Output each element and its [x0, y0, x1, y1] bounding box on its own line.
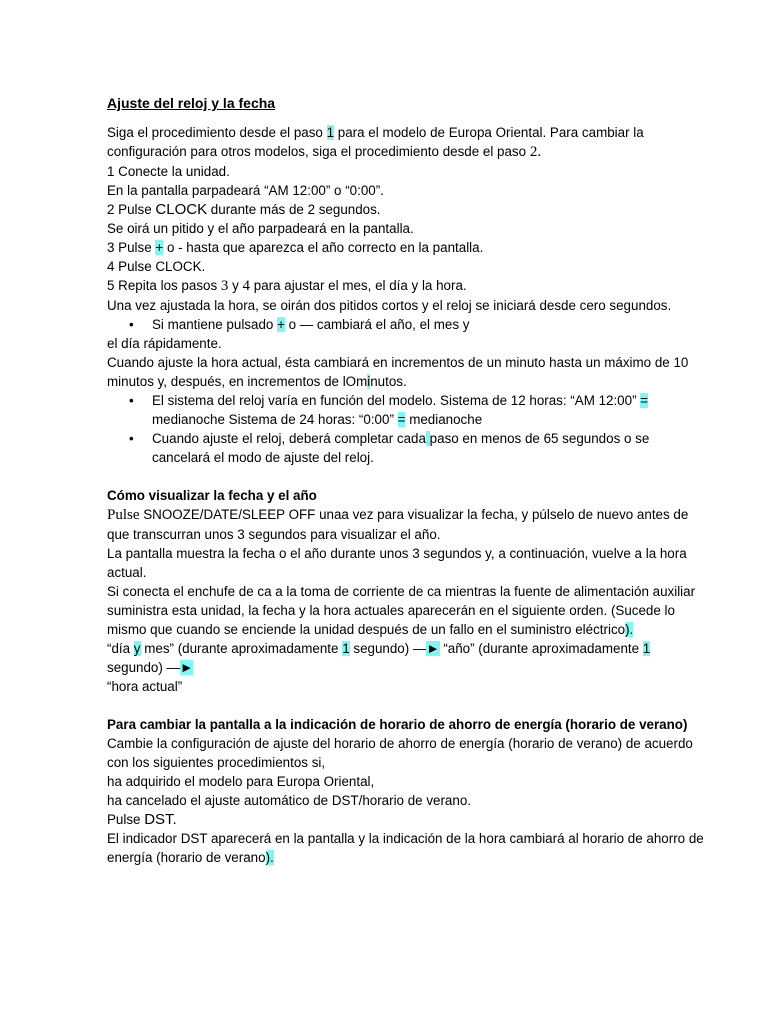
- dst-paragraph-1: Cambie la configuración de ajuste del horario de ahorro de energía (horario de verano) de acuerdo con los siguientes procedimientos si,: [107, 736, 693, 770]
- step-1-note: En la pantalla parpadeará “AM 12:00” o “0:00”.: [107, 183, 384, 198]
- step-2: 2 Pulse CLOCK durante más de 2 segundos.: [107, 201, 381, 218]
- step-3: 3 Pulse + o - hasta que aparezca el año correcto en la pantalla.: [107, 240, 484, 255]
- list-item: • Cuando ajuste el reloj, deberá completar cada paso en menos de 65 segundos o se cancelará el modo de ajuste del reloj.: [129, 431, 650, 465]
- bullet-list-2: [107, 391, 708, 467]
- bullet-continuation: el día rápidamente.: [107, 336, 222, 351]
- display-paragraph: La pantalla muestra la fecha o el año durante unos 3 segundos y, a continuación, vuelve a la hora actual.: [107, 546, 687, 580]
- bullet-icon: •: [129, 393, 134, 408]
- intro-paragraph: Siga el procedimiento desde el paso 1 para el modelo de Europa Oriental. Para cambiar la configuración para otros modelos, siga el procedimiento desde el paso 2.: [107, 125, 644, 160]
- bullet-icon: •: [129, 431, 134, 446]
- step-2-note: Se oirá un pitido y el año parpadeará en la pantalla.: [107, 221, 414, 236]
- after-setting-paragraph: Una vez ajustada la hora, se oirán dos pitidos cortos y el reloj se iniciará desde cero segundos.: [107, 298, 672, 313]
- section-title-date: Cómo visualizar la fecha y el año: [107, 488, 317, 503]
- increments-paragraph: Cuando ajuste la hora actual, ésta cambiará en incrementos de un minuto hasta un máximo de 10 minutos y, después, en incrementos de lOminutos.: [107, 355, 689, 389]
- ac-paragraph: Si conecta el enchufe de ca a la toma de corriente de ca mientras la fuente de alimentación auxiliar suministra esta unidad, la fecha y la hora actuales aparecerán en el siguiente orden. (Sucede lo mismo que cuando se enciende la unidad después de un fallo en el suministro eléctrico).: [107, 584, 696, 637]
- section-title-dst: Para cambiar la pantalla a la indicación de horario de ahorro de energía (horario de verano): [107, 717, 688, 732]
- dst-condition-1: ha adquirido el modelo para Europa Oriental,: [107, 774, 375, 789]
- sequence-line-end: “hora actual”: [107, 679, 183, 694]
- dst-condition-2: ha cancelado el ajuste automático de DST/horario de verano.: [107, 793, 471, 808]
- snooze-paragraph: Pulse SNOOZE/DATE/SLEEP OFF unaa vez para visualizar la fecha, y púlselo de nuevo antes de que transcurran unos 3 segundos para visualizar el año.: [107, 507, 689, 542]
- step-4: 4 Pulse CLOCK.: [107, 259, 206, 274]
- list-item: • El sistema del reloj varía en función del modelo. Sistema de 12 horas: “AM 12:00” = medianoche Sistema de 24 horas: “0:00” = medianoche: [129, 393, 649, 427]
- bullet-list-1: [107, 315, 708, 334]
- arrow-right-icon: ►: [426, 641, 440, 656]
- spacer: [107, 696, 708, 715]
- step-1: 1 Conecte la unidad.: [107, 164, 230, 179]
- bullet-icon: •: [129, 317, 134, 332]
- dst-result-paragraph: El indicador DST aparecerá en la pantalla y la indicación de la hora cambiará al horario de ahorro de energía (horario de verano).: [107, 831, 704, 865]
- sequence-line: “día y mes” (durante aproximadamente 1 segundo) —► “año” (durante aproximadamente 1 segundo) —►: [107, 641, 651, 675]
- spacer: [107, 467, 708, 486]
- list-item: • Si mantiene pulsado + o — cambiará el año, el mes y: [129, 317, 470, 332]
- section-title-clock: Ajuste del reloj y la fecha: [107, 95, 276, 111]
- step-5: 5 Repita los pasos 3 y 4 para ajustar el mes, el día y la hora.: [107, 278, 467, 294]
- arrow-right-icon: ►: [179, 660, 194, 675]
- dst-press-line: Pulse DST.: [107, 811, 177, 828]
